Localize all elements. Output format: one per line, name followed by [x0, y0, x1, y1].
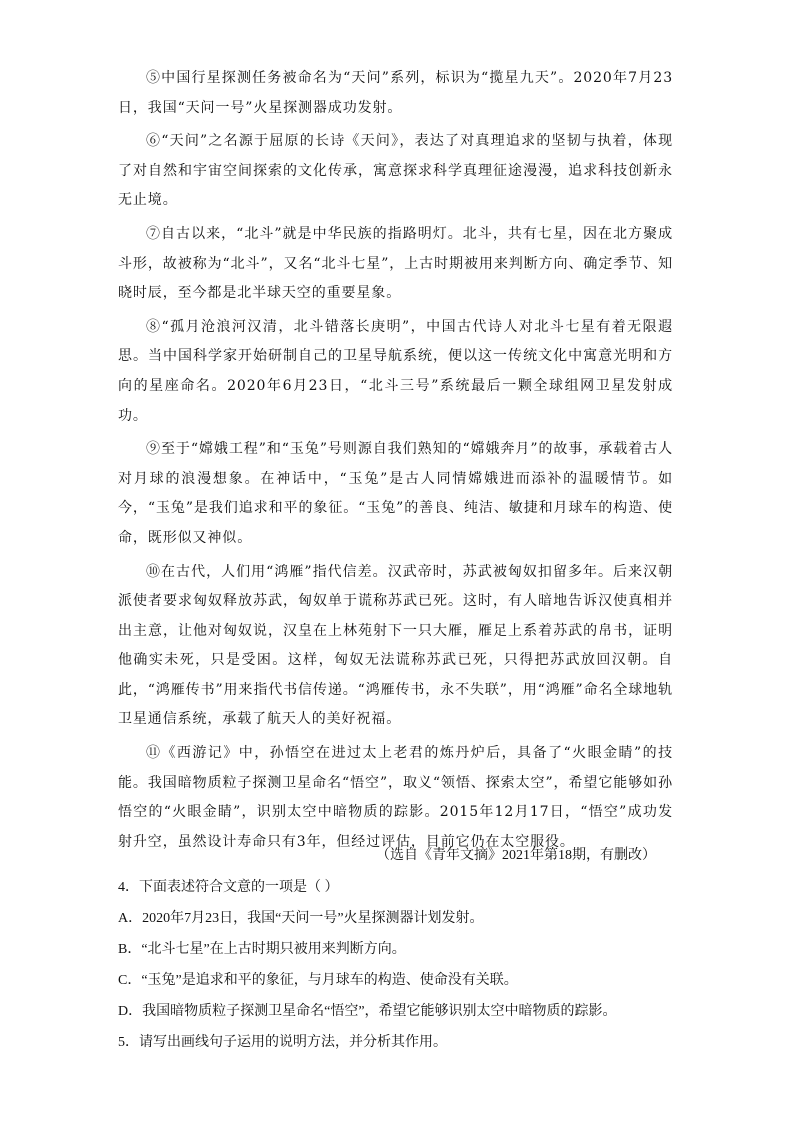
question-4-option-c[interactable]: C．“玉兔”是追求和平的象征，与月球车的构造、使命没有关联。 [118, 973, 518, 988]
source-citation: （选自《青年文摘》2021年第18期，有删改） [376, 848, 656, 863]
reading-passage [118, 64, 673, 857]
questions-section [118, 876, 673, 1062]
paragraph-6: ⑥“天问”之名源于屈原的长诗《天问》，表达了对真理追求的坚韧与执着，体现了对自然和宇宙空间探索的文化传承，寓意探求科学真理征途漫漫，追求科技创新永无止境。 [118, 133, 673, 209]
paragraph-11: ⑪《西游记》中，孙悟空在进过太上老君的炼丹炉后，具备了“火眼金睛”的技能。我国暗物质粒子探测卫星命名“悟空”，取义“领悟、探索太空”，希望它能够如孙悟空的“火眼金睛”，识别太空中暗物质的踪影。2015年12月17日，“悟空”成功发射升空，虽然设计寿命只有3年，但经过评估，目前它仍在太空服役。 [118, 745, 673, 850]
paragraph-10: ⑩在古代，人们用“鸿雁”指代信差。汉武帝时，苏武被匈奴扣留多年。后来汉朝派使者要求匈奴释放苏武，匈奴单于谎称苏武已死。这时，有人暗地告诉汉使真相并出主意，让他对匈奴说，汉皇在上林苑射下一只大雁，雁足上系着苏武的帛书，证明他确实未死，只是受困。这样，匈奴无法谎称苏武已死，只得把苏武放回汉朝。自此，“鸿雁传书”用来指代书信传递。“鸿雁传书，永不失联”，用“鸿雁”命名全球地轨卫星通信系统，承载了航天人的美好祝福。 [118, 563, 673, 728]
question-4-option-d[interactable]: D．我国暗物质粒子探测卫星命名“悟空”，希望它能够识别太空中暗物质的踪影。 [118, 1004, 617, 1019]
question-4-option-b[interactable]: B．“北斗七星”在上古时期只被用来判断方向。 [118, 942, 406, 957]
question-4-stem: 4．下面表述符合文意的一项是（ ） [118, 880, 339, 895]
question-4-option-a[interactable]: A．2020年7月23日，我国“天问一号”火星探测器计划发射。 [118, 911, 484, 926]
question-5-stem: 5．请写出画线句子运用的说明方法，并分析其作用。 [118, 1035, 447, 1050]
paragraph-8: ⑧“孤月沧浪河汉清，北斗错落长庚明”，中国古代诗人对北斗七星有着无限遐思。当中国科学家开始研制自己的卫星导航系统，便以这一传统文化中寓意光明和方向的星座命名。2020年6月23日，“北斗三号”系统最后一颗全球组网卫星发射成功。 [118, 318, 673, 424]
paragraph-5: ⑤中国行星探测任务被命名为“天问”系列，标识为“揽星九天”。2020年7月23日，我国“天问一号”火星探测器成功发射。 [118, 70, 673, 116]
paragraph-9: ⑨至于“嫦娥工程”和“玉兔”号则源自我们熟知的“嫦娥奔月”的故事，承载着古人对月球的浪漫想象。在神话中，“玉兔”是古人同情嫦娥进而添补的温暖情节。如今，“玉兔”是我们追求和平的象征。“玉兔”的善良、纯洁、敏捷和月球车的构造、使命，既形似又神似。 [118, 441, 673, 546]
paragraph-7: ⑦自古以来，“北斗”就是中华民族的指路明灯。北斗，共有七星，因在北方聚成斗形，故被称为“北斗”，又名“北斗七星”，上古时期被用来判断方向、确定季节、知晓时辰，至今都是北半球天空的重要星象。 [118, 225, 673, 302]
